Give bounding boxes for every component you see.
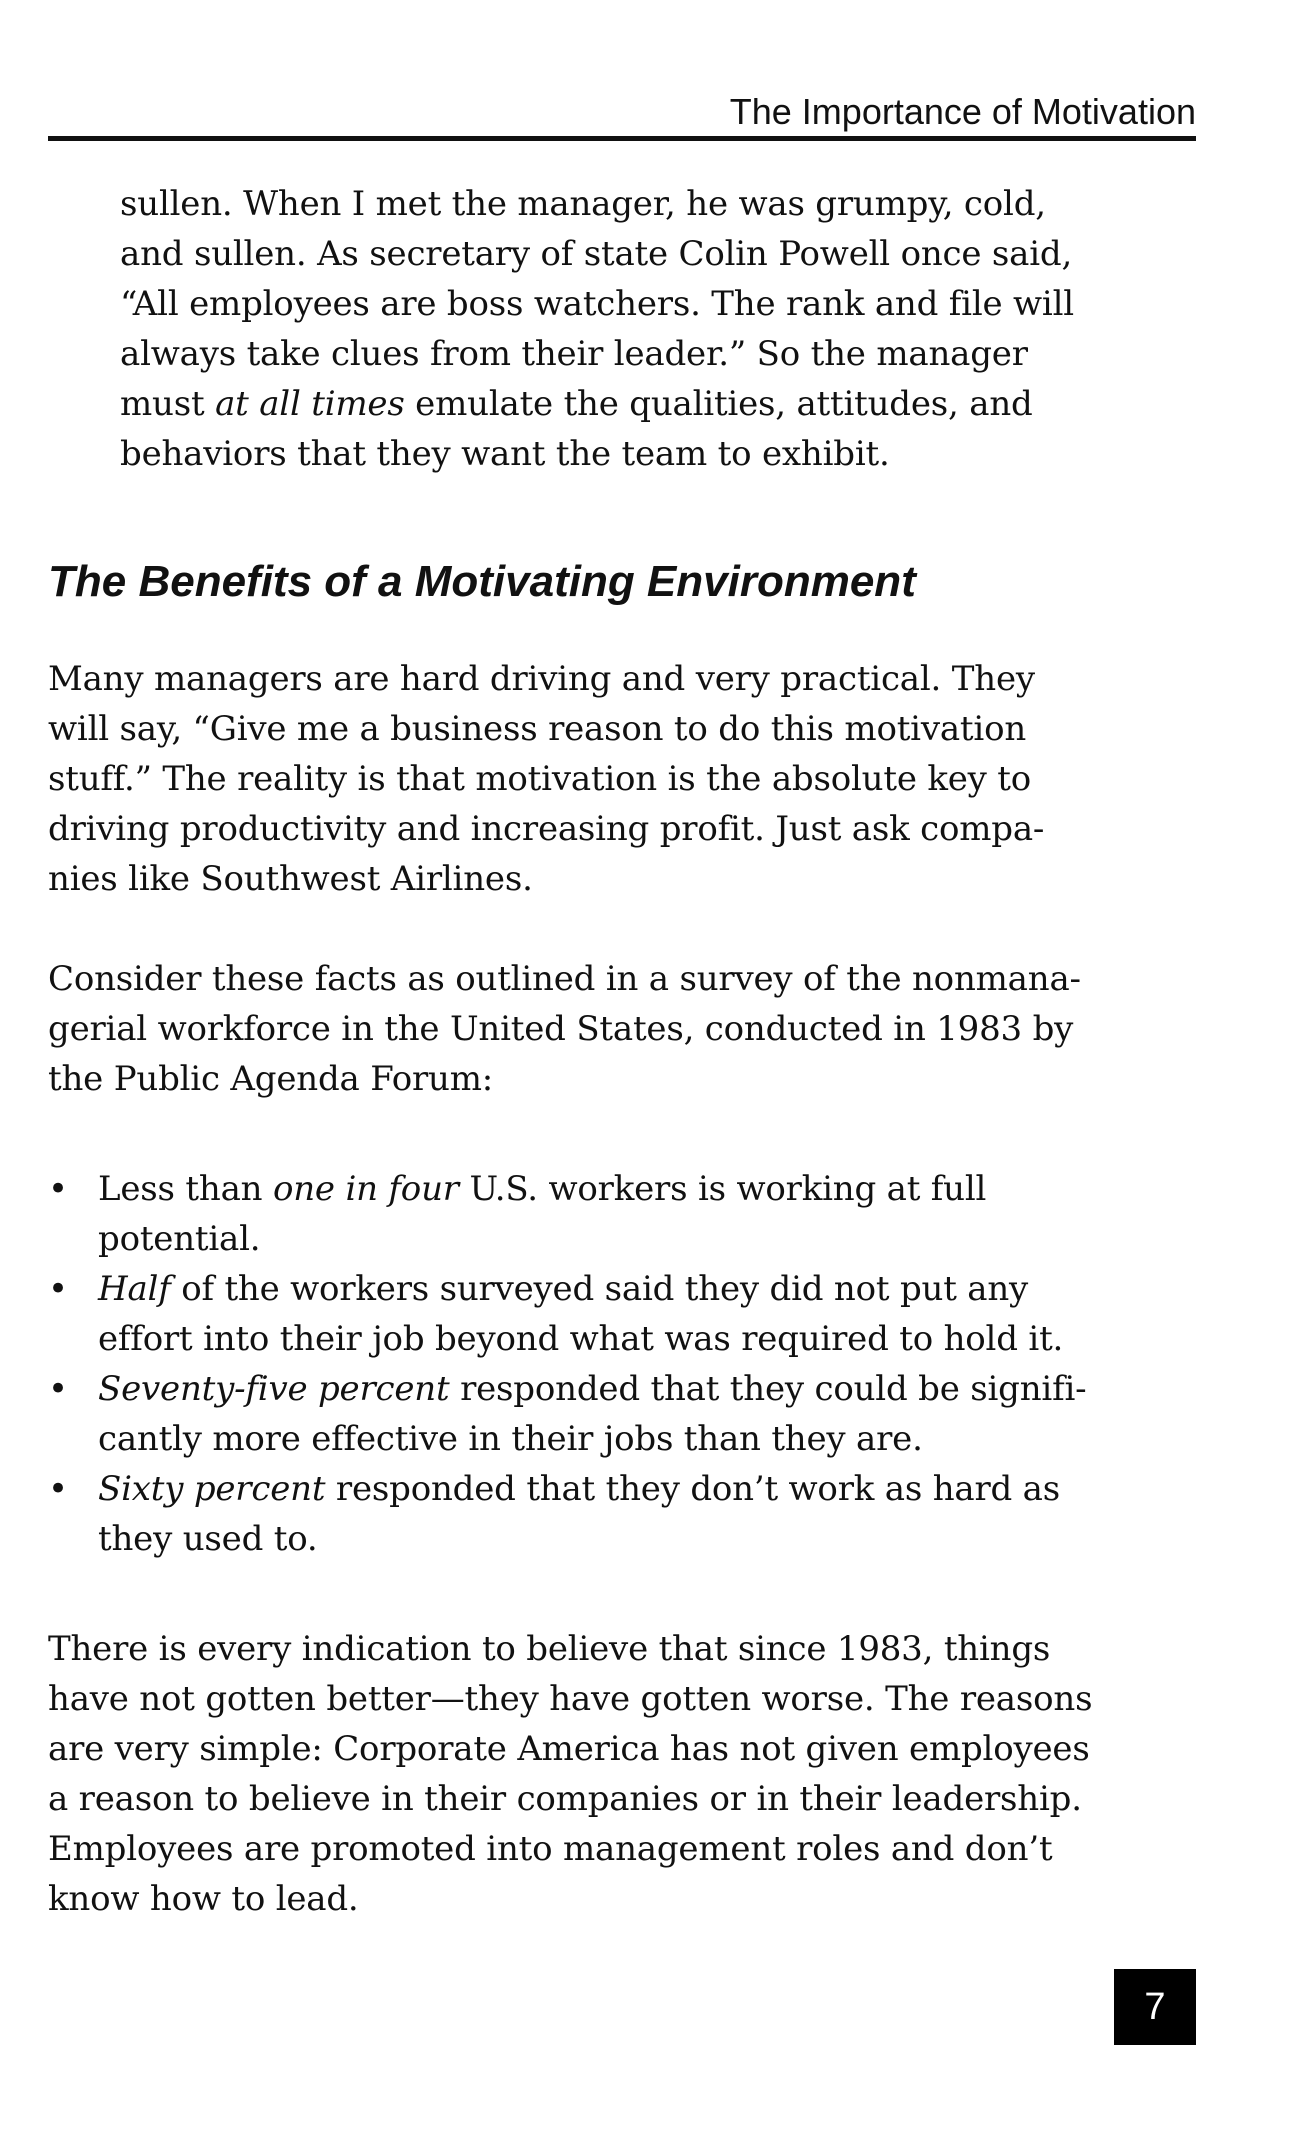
bullet-marker: •: [48, 1169, 68, 1209]
emphasis-text: Half: [98, 1269, 171, 1309]
text-line: Many managers are hard driving and very practical. They: [48, 659, 1035, 699]
emphasis-text: at all times: [215, 384, 405, 424]
text-run: of the workers surveyed said they did not put any: [170, 1269, 1029, 1309]
bullet-marker: •: [48, 1269, 68, 1309]
list-item: [48, 1264, 1196, 1364]
text-line: “All employees are boss watchers. The rank and file will: [120, 284, 1074, 324]
text-run: emulate the qualities, attitudes, and: [404, 384, 1033, 424]
text-line: Employees are promoted into management roles and don’t: [48, 1829, 1053, 1869]
list-item-line: potential.: [98, 1219, 261, 1259]
list-item-line: [98, 1464, 1196, 1514]
text-line: driving productivity and increasing profit. Just ask compa-: [48, 809, 1045, 849]
text-line: will say, “Give me a business reason to do this motivation: [48, 709, 1027, 749]
list-item: [48, 1464, 1196, 1564]
emphasis-text: Seventy-five percent: [98, 1369, 450, 1409]
survey-facts-list: [48, 1164, 1196, 1564]
page-number: 7: [1144, 1986, 1166, 2028]
paragraph-survey-intro: [48, 954, 1196, 1104]
bullet-marker: •: [48, 1469, 68, 1509]
text-line: There is every indication to believe that since 1983, things: [48, 1629, 1051, 1669]
text-line: behaviors that they want the team to exhibit.: [120, 434, 890, 474]
text-run: responded that they don’t work as hard as: [325, 1469, 1060, 1509]
intro-paragraph: [120, 179, 1180, 479]
text-line: know how to lead.: [48, 1879, 359, 1919]
list-item: [48, 1164, 1196, 1264]
text-line: have not gotten better—they have gotten worse. The reasons: [48, 1679, 1093, 1719]
list-item-line: [98, 1364, 1196, 1414]
text-line: Consider these facts as outlined in a survey of the nonmana-: [48, 959, 1081, 999]
header-rule: [48, 136, 1196, 141]
emphasis-text: one in four: [272, 1169, 459, 1209]
list-item-line: [98, 1164, 1196, 1214]
paragraph-business-reason: [48, 654, 1196, 904]
text-run: must: [120, 384, 216, 424]
bullet-marker: •: [48, 1369, 68, 1409]
text-run: responded that they could be signifi-: [449, 1369, 1087, 1409]
section-heading: The Benefits of a Motivating Environment: [48, 557, 916, 606]
text-line: stuff.” The reality is that motivation is the absolute key to: [48, 759, 1032, 799]
text-line: the Public Agenda Forum:: [48, 1059, 494, 1099]
text-run: U.S. workers is working at full: [458, 1169, 987, 1209]
paragraph-conclusion: [48, 1624, 1196, 1924]
text-line: are very simple: Corporate America has not given employees: [48, 1729, 1090, 1769]
list-item-line: effort into their job beyond what was required to hold it.: [98, 1319, 1064, 1359]
text-line: sullen. When I met the manager, he was grumpy, cold,: [120, 184, 1046, 224]
running-head: The Importance of Motivation: [729, 91, 1196, 132]
text-line: gerial workforce in the United States, conducted in 1983 by: [48, 1009, 1074, 1049]
list-item-line: cantly more effective in their jobs than they are.: [98, 1419, 923, 1459]
text-run: Less than: [98, 1169, 273, 1209]
list-item-line: [98, 1264, 1196, 1314]
page-number-badge: [1114, 1969, 1196, 2045]
text-line: a reason to believe in their companies or in their leadership.: [48, 1779, 1082, 1819]
list-item: [48, 1364, 1196, 1464]
text-line: always take clues from their leader.” So the manager: [120, 334, 1028, 374]
text-line-with-emphasis: [120, 379, 1180, 429]
text-line: nies like Southwest Airlines.: [48, 859, 533, 899]
list-item-line: they used to.: [98, 1519, 318, 1559]
text-line: and sullen. As secretary of state Colin Powell once said,: [120, 234, 1073, 274]
emphasis-text: Sixty percent: [98, 1469, 326, 1509]
